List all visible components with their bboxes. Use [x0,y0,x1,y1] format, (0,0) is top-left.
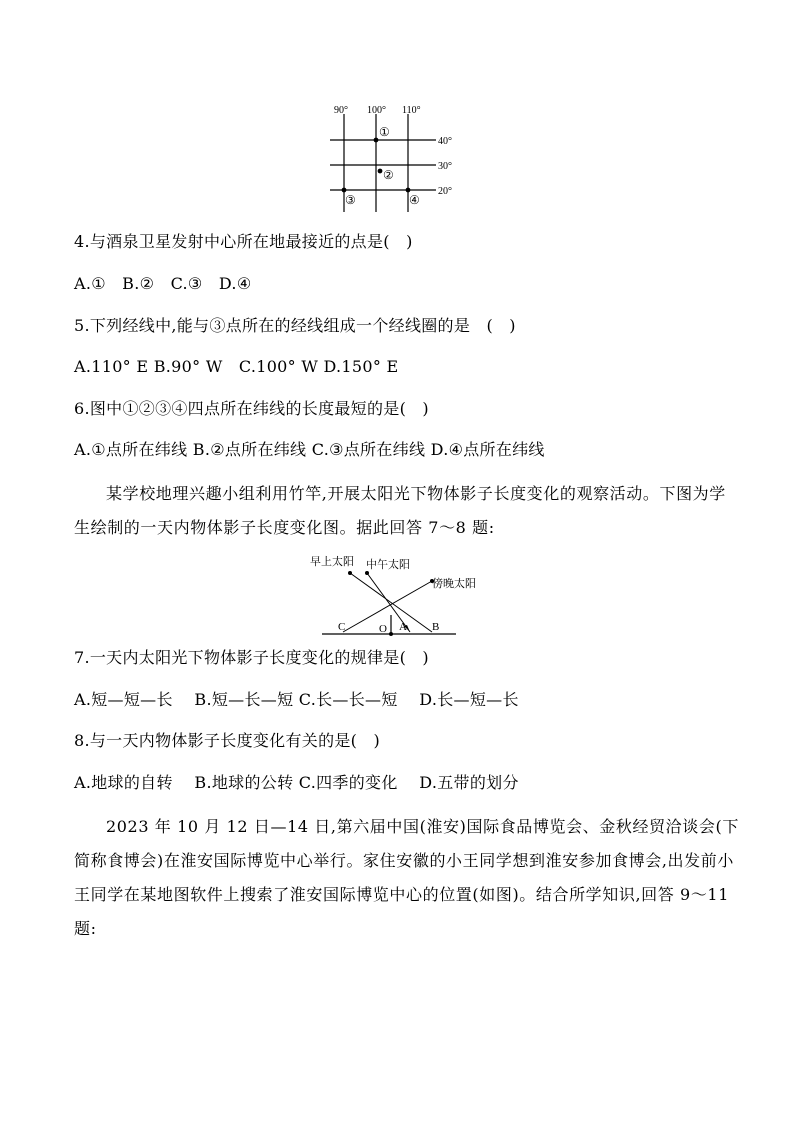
noon-sun-label: 中午太阳 [366,559,410,571]
question-4-stem: 4.与酒泉卫星发射中心所在地最接近的点是( ) [74,232,413,251]
passage-food-expo-text: 2023 年 10 月 12 日—14 日,第六届中国(淮安)国际食品博览会、金秋经贸洽谈会(下简称食博会)在淮安国际博览中心举行。家住安徽的小王同学想到淮安参加食博会,出发前小王同学在某地图软件上搜索了淮安国际博览中心的位置(如图)。结合所学知识,回答 9～11 题: [74,817,739,938]
lat-label-40: 40° [438,136,452,147]
point-3-label: ③ [345,193,356,207]
point-1-dot [374,138,379,143]
question-4-options: A.① B.② C.③ D.④ [74,274,252,293]
morning-sun-dot [348,571,352,575]
pole-base-dot [389,632,393,636]
question-7-stem: 7.一天内太阳光下物体影子长度变化的规律是( ) [74,648,429,667]
question-8-options: A.地球的自转 B.地球的公转 C.四季的变化 D.五带的划分 [74,773,519,792]
question-6-stem: 6.图中①②③④四点所在纬线的长度最短的是( ) [74,399,429,418]
lon-label-110: 110° [402,105,421,116]
point-A-label: A [399,621,407,633]
question-5-stem: 5.下列经线中,能与③点所在的经线组成一个经线圈的是 ( ) [74,316,516,335]
point-2-dot [378,169,383,174]
point-O-label: O [379,623,387,635]
question-8-stem: 8.与一天内物体影子长度变化有关的是( ) [74,731,381,750]
lat-long-grid-figure [320,100,470,215]
noon-sun-dot [365,571,369,575]
point-1-label: ① [379,125,390,139]
question-7-options: A.短—短—长 B.短—长—短 C.长—长—短 D.长—短—长 [74,690,519,709]
morning-sun-label: 早上太阳 [310,556,354,568]
passage-shadow-activity-text: 某学校地理兴趣小组利用竹竿,开展太阳光下物体影子长度变化的观察活动。下图为学生绘制的一天内物体影子长度变化图。据此回答 7～8 题: [74,484,726,537]
lon-label-90: 90° [334,105,348,116]
lat-label-20: 20° [438,186,452,197]
point-B-label: B [432,621,440,633]
question-6-options: A.①点所在纬线 B.②点所在纬线 C.③点所在纬线 D.④点所在纬线 [74,440,545,459]
point-2-label: ② [383,168,394,182]
shadow-length-figure [310,552,476,638]
point-C-label: C [338,621,346,633]
point-4-dot [406,188,411,193]
evening-sun-ray [343,581,432,632]
evening-sun-label: 傍晚太阳 [432,578,476,590]
point-4-label: ④ [409,193,420,207]
passage-food-expo [74,810,742,946]
point-3-dot [342,188,347,193]
lon-label-100: 100° [367,105,386,116]
passage-shadow-activity [74,477,742,545]
lat-label-30: 30° [438,161,452,172]
question-5-options: A.110° E B.90° W C.100° W D.150° E [74,357,399,376]
